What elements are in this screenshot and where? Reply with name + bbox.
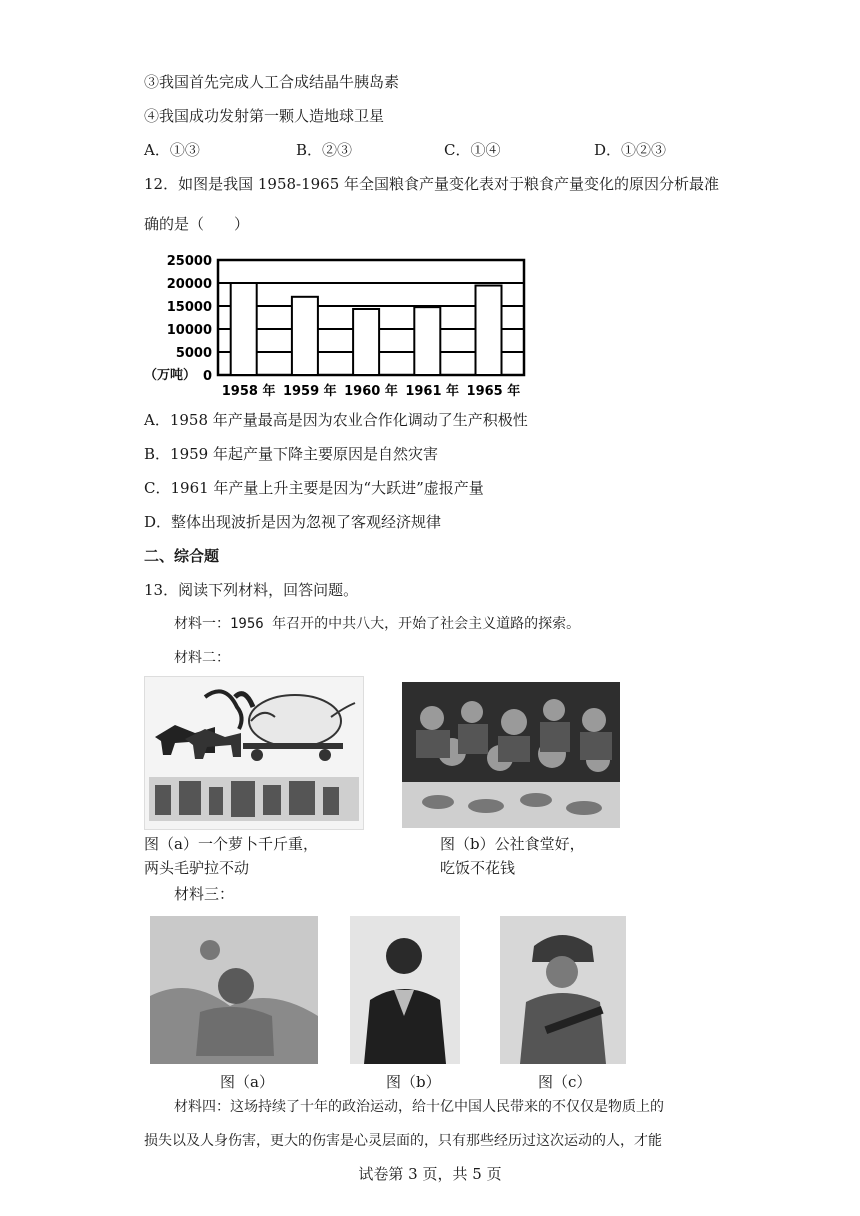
y-tick-label: 0 xyxy=(202,369,212,384)
material-1: 材料一：1956 年召开的中共八大，开始了社会主义道路的探索。 xyxy=(174,616,581,632)
fig-b-caption-line1: 图（b）公社食堂好， xyxy=(440,835,585,853)
statement-4: ④我国成功发射第一颗人造地球卫星 xyxy=(144,107,385,125)
q13-stem: 13．阅读下列材料，回答问题。 xyxy=(144,581,359,599)
q11-option-d[interactable]: D．①②③ xyxy=(594,141,667,159)
x-tick-label: 1961 年 xyxy=(405,384,460,399)
statement-3: ③我国首先完成人工合成结晶牛胰岛素 xyxy=(144,73,400,91)
y-tick-label: 15000 xyxy=(166,300,212,315)
portrait-photo-a xyxy=(150,916,318,1064)
q11-option-b[interactable]: B．②③ xyxy=(296,141,353,159)
material-4-line2: 损失以及人身伤害，更大的伤害是心灵层面的，只有那些经历过这次运动的人，才能 xyxy=(144,1133,662,1149)
radish-cart-cartoon xyxy=(144,676,364,830)
bar-3 xyxy=(414,307,440,375)
commune-canteen-photo xyxy=(402,682,620,828)
q12-stem-line2: 确的是（ ） xyxy=(144,215,250,233)
q12-option-d[interactable]: D．整体出现波折是因为忽视了客观经济规律 xyxy=(144,513,442,531)
y-tick-label: 10000 xyxy=(166,323,212,338)
q12-option-b[interactable]: B．1959 年起产量下降主要原因是自然灾害 xyxy=(144,445,438,463)
material-4-line1: 材料四：这场持续了十年的政治运动，给十亿中国人民带来的不仅仅是物质上的 xyxy=(174,1099,664,1115)
page-footer: 试卷第 3 页，共 5 页 xyxy=(358,1165,502,1183)
section-heading: 二、综合题 xyxy=(144,547,220,565)
x-tick-label: 1958 年 xyxy=(221,384,276,399)
grain-production-chart xyxy=(144,250,544,400)
y-unit-label: （万吨） xyxy=(144,368,197,383)
q12-stem-line1: 12．如图是我国 1958-1965 年全国粮食产量变化表对于粮食产量变化的原因分析最准 xyxy=(144,175,720,193)
q12-option-c[interactable]: C．1961 年产量上升主要是因为“大跃进”虚报产量 xyxy=(144,479,484,497)
y-tick-label: 20000 xyxy=(166,277,212,292)
q11-option-a[interactable]: A．①③ xyxy=(144,141,200,159)
bar-4 xyxy=(476,286,502,375)
material-2-label: 材料二： xyxy=(174,650,230,666)
fig-a-caption-line1: 图（a）一个萝卜千斤重， xyxy=(144,835,318,853)
y-tick-label: 5000 xyxy=(175,346,212,361)
fig3-a-caption: 图（a） xyxy=(220,1073,274,1091)
q12-option-a[interactable]: A．1958 年产量最高是因为农业合作化调动了生产积极性 xyxy=(144,411,528,429)
portrait-photo-c xyxy=(500,916,626,1064)
x-tick-label: 1959 年 xyxy=(282,384,337,399)
fig-b-caption-line2: 吃饭不花钱 xyxy=(440,859,516,877)
fig-a-caption-line2: 两头毛驴拉不动 xyxy=(144,859,250,877)
bar-2 xyxy=(353,309,379,375)
fig3-c-caption: 图（c） xyxy=(538,1073,592,1091)
q11-option-c[interactable]: C．①④ xyxy=(444,141,501,159)
bar-1 xyxy=(292,297,318,375)
fig3-b-caption: 图（b） xyxy=(386,1073,441,1091)
x-tick-label: 1960 年 xyxy=(344,384,398,399)
x-tick-label: 1965 年 xyxy=(466,384,521,399)
portrait-photo-b xyxy=(350,916,460,1064)
bar-0 xyxy=(231,283,257,375)
material-3-label: 材料三： xyxy=(174,885,235,903)
y-tick-label: 25000 xyxy=(166,254,212,269)
